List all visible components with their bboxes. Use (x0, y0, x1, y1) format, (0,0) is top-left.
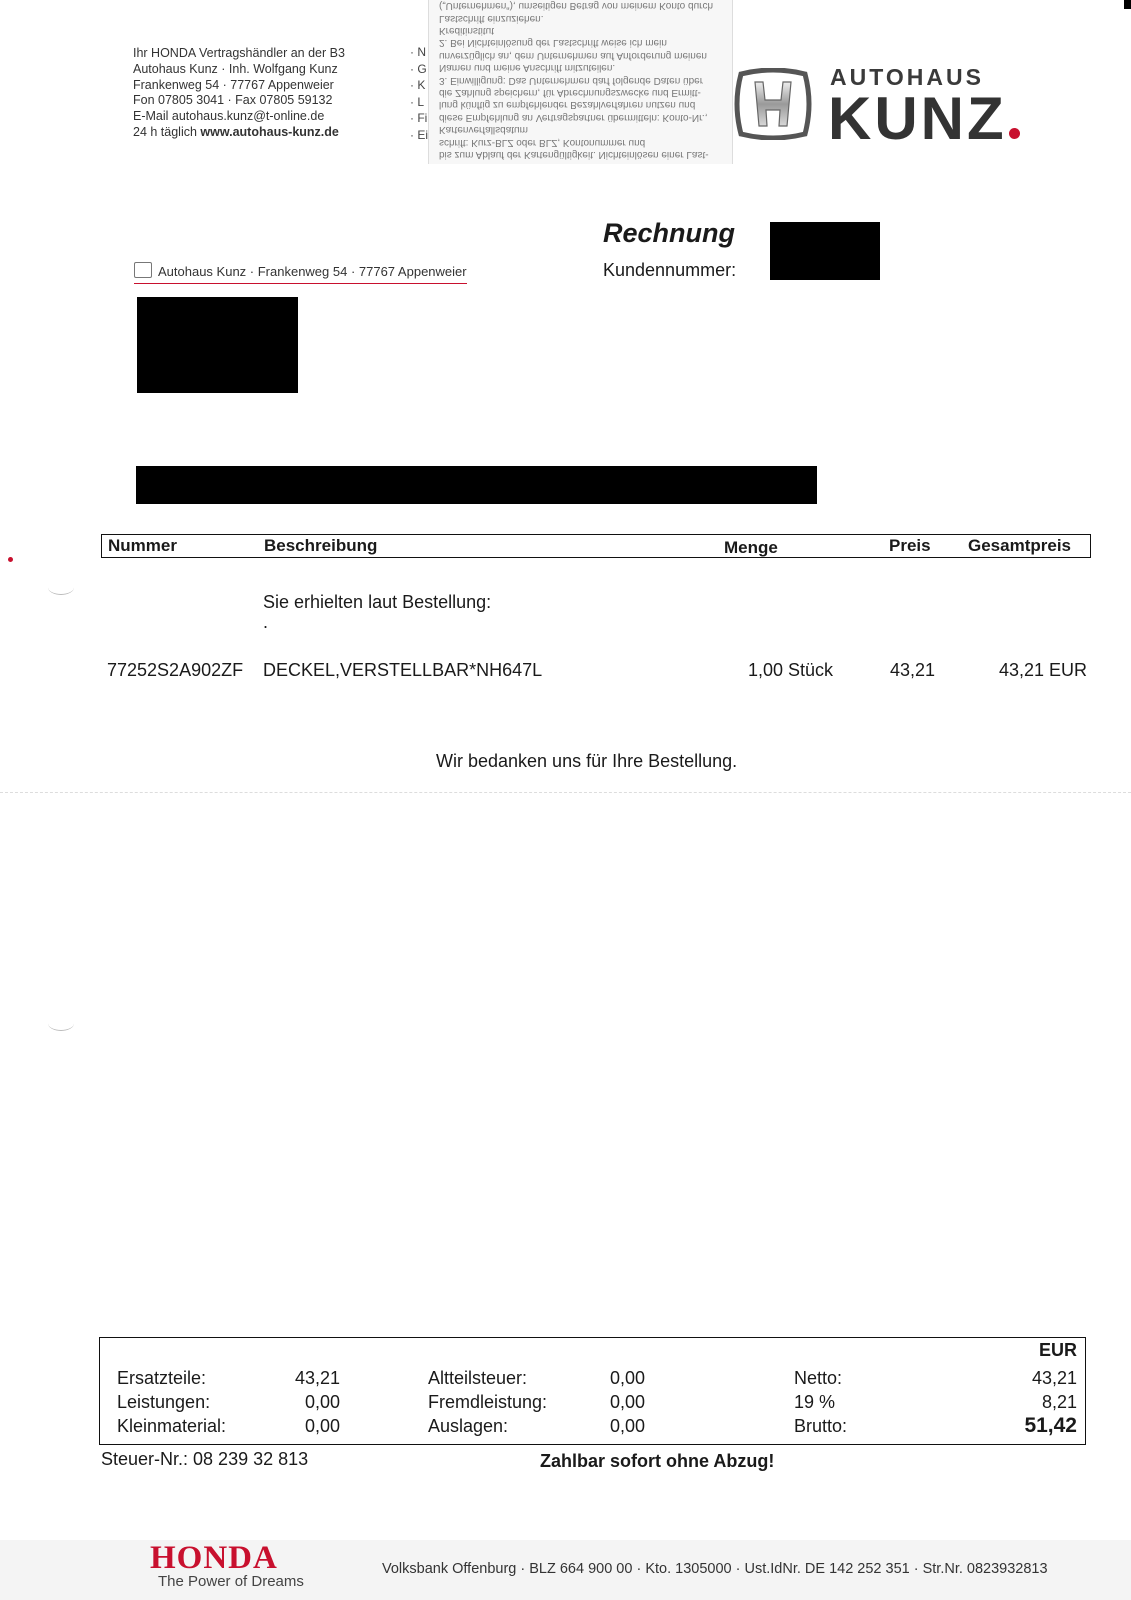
sender-line (133, 125, 345, 141)
totals-currency: EUR (1038, 1340, 1077, 1360)
slip-line: bis zum Ablauf der Kartengültigkeit. Nichteinlösen einer Last- (439, 149, 709, 160)
sender-line: E-Mail autohaus.kunz@t-online.de (133, 109, 325, 124)
total-label-net: Netto: (794, 1368, 843, 1388)
logo-dot (1009, 128, 1020, 139)
payment-terms: Zahlbar sofort ohne Abzug! (540, 1451, 775, 1471)
total-label-services: Leistungen: (117, 1392, 211, 1412)
logo-word-kunz-text: KUNZ (828, 85, 1007, 152)
item-description: DECKEL,VERSTELLBAR*NH647L (263, 660, 543, 680)
honda-h-mini-icon (134, 262, 152, 278)
slip-line: („Unternehmen“), umseitigen Betrag von meinem Konto durch (439, 0, 714, 12)
total-label-core-tax: Altteilsteuer: (428, 1368, 528, 1388)
overlay-slip (428, 0, 733, 164)
item-total: 43,21 EUR (998, 660, 1087, 680)
sender-line: Ihr HONDA Vertragshändler an der B3 (133, 46, 345, 60)
sender-line: Fon 07805 3041 · Fax 07805 59132 (133, 93, 333, 108)
bullet-item: · Ei (410, 127, 428, 142)
sender-address (133, 46, 345, 141)
total-value-parts: 43,21 (294, 1368, 340, 1388)
logo-word-kunz (828, 84, 1020, 153)
redacted-reference-line (136, 466, 817, 504)
item-price: 43,21 (890, 660, 936, 680)
total-value-services: 0,00 (304, 1392, 340, 1412)
total-label-gross: Brutto: (794, 1416, 848, 1436)
sender-line: Frankenweg 54 · 77767 Appenweier (133, 77, 334, 92)
header-total: Gesamtpreis (968, 536, 1071, 555)
fold-line (0, 792, 1131, 793)
honda-tagline: The Power of Dreams (158, 1573, 304, 1590)
slip-line: lung künftig zu empfehlender Bezahlverfahren nutzen und (439, 99, 696, 111)
bullet-item: · K (410, 78, 426, 92)
header-quantity: Menge (724, 538, 778, 557)
return-address-text: Autohaus Kunz · Frankenweg 54 · 77767 Appenweier (158, 264, 467, 279)
item-number: 77252S2A902ZF (107, 660, 244, 680)
item-quantity: 1,00 Stück (748, 660, 834, 680)
total-label-small-material: Kleinmaterial: (117, 1416, 227, 1436)
punch-hole-mark (48, 1016, 74, 1031)
order-intro: Sie erhielten laut Bestellung: (263, 592, 492, 612)
slip-line: 2. Bei Nichteinlösung der Lastschrift weise ich mein Kreditinstitut (439, 24, 667, 49)
total-value-expenses: 0,00 (610, 1416, 646, 1436)
bullet-item: · G (410, 61, 427, 76)
total-value-third-party: 0,00 (610, 1392, 646, 1412)
total-value-small-material: 0,00 (304, 1416, 340, 1436)
total-label-third-party: Fremdleistung: (428, 1392, 548, 1412)
sender-line: Autohaus Kunz · Inh. Wolfgang Kunz (133, 61, 338, 76)
bullet-item: · N (410, 45, 426, 59)
total-value-vat: 8,21 (1041, 1392, 1077, 1412)
honda-brand-logo: HONDA (150, 1540, 278, 1576)
logo-word-autohaus: AUTOHAUS (830, 64, 984, 90)
bullet-item: · L (410, 94, 425, 109)
bank-details: Volksbank Offenburg · BLZ 664 900 00 · Kto. 1305000 · Ust.IdNr. DE 142 252 351 · Str.Nr. 0823932813 (382, 1561, 1048, 1577)
header-description: Beschreibung (264, 536, 378, 555)
edge-mark (1124, 0, 1131, 9)
total-value-gross: 51,42 (1024, 1414, 1077, 1437)
slip-line: Namen und meine Anschrift mitzuteilen. (439, 62, 616, 74)
slip-line: 3. Einwilligung: Das Unternehmen darf folgende Daten über (439, 74, 704, 86)
sender-website: www.autohaus-kunz.de (200, 124, 339, 139)
tax-number: Steuer-Nr.: 08 239 32 813 (101, 1449, 309, 1469)
customer-number-label: Kundennummer: (603, 260, 737, 280)
header-number: Nummer (108, 536, 177, 555)
honda-h-logo-icon (733, 68, 813, 140)
items-table-header (101, 534, 1091, 558)
total-label-parts: Ersatzteile: (117, 1368, 207, 1388)
red-dot-mark (8, 557, 13, 562)
header-price: Preis (889, 536, 931, 555)
total-value-net: 43,21 (1031, 1368, 1077, 1388)
order-intro-dot: . (263, 612, 269, 632)
total-value-core-tax: 0,00 (610, 1368, 646, 1388)
slip-line: unverzüglich an, dem Unternehmen auf Anforderung meinen (439, 49, 707, 61)
total-label-expenses: Auslagen: (428, 1416, 509, 1436)
bullet-list (410, 44, 428, 143)
slip-line: die Zahlung speichern, für Abrechnungszwecke und Ermitt- (439, 86, 701, 98)
bullet-item: · Fi (410, 111, 428, 125)
thank-you-note: Wir bedanken uns für Ihre Bestellung. (436, 751, 738, 771)
document-title: Rechnung (603, 218, 735, 248)
redacted-customer-number (770, 222, 880, 280)
slip-line: schrift: Kurz-BLZ oder BLZ, Kontonummer und Kartenverfallsdatum (439, 124, 646, 148)
totals-box (99, 1337, 1086, 1445)
punch-hole-mark (48, 580, 74, 595)
slip-line: Lastschrift einzuziehen. (439, 12, 544, 24)
return-address (134, 262, 467, 284)
total-label-vat: 19 % (794, 1392, 836, 1412)
slip-line: diese Empfehlung an Vertragspartner übermitteln: Konto-Nr., (439, 111, 708, 123)
redacted-recipient-address (137, 297, 298, 393)
sender-hours: 24 h täglich (133, 124, 201, 139)
